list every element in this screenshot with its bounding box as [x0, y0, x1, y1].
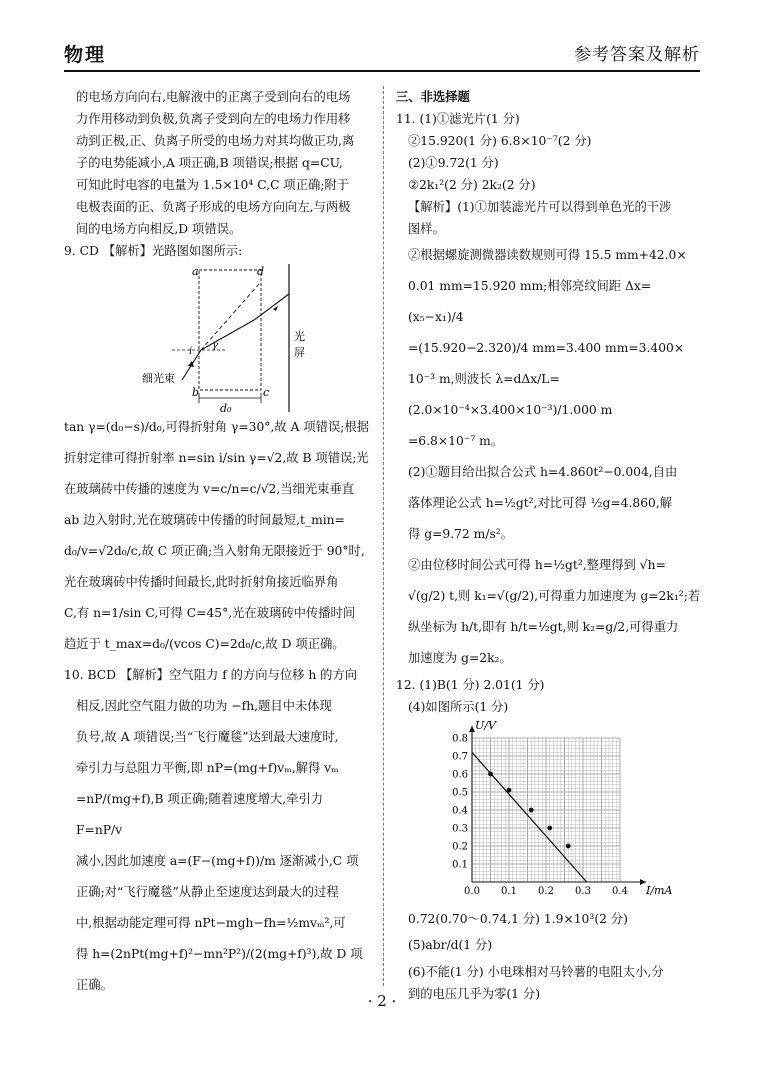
right-line: (6)不能(1 分) 小电珠相对马铃薯的电阻太小,分: [408, 965, 664, 979]
right-line: 【解析】(1)①加装滤光片可以得到单色光的干涉: [408, 200, 672, 214]
label-a: a: [192, 265, 199, 278]
label-screen-2: 屏: [294, 346, 305, 359]
left-line: 减小,因此加速度 a=(F−(mg+f))/m 逐渐减小,C 项: [76, 854, 359, 868]
right-line: 图样。: [408, 222, 445, 236]
data-point: [507, 788, 512, 793]
right-line: 0.01 mm=15.920 mm;相邻亮纹间距 Δx=(x₅−x₁)/4: [408, 279, 652, 324]
right-line: 加速度为 g=2k₂。: [408, 651, 512, 665]
left-column: [64, 86, 370, 1001]
optics-diagram: [64, 262, 370, 412]
left-line: ab 边入射时,光在玻璃砖中传播的时间最短,t_min=: [64, 513, 345, 527]
page-header: [64, 28, 700, 72]
left-line: 相反,因此空气阻力做的功为 −fh,题目中未体现: [76, 699, 332, 713]
label-screen-1: 光: [294, 330, 305, 343]
page-number: · 2 ·: [367, 992, 397, 1010]
right-line: 落体理论公式 h=½gt²,对比可得 ½g=4.860,解: [408, 496, 673, 510]
ui-graph: [396, 718, 706, 908]
q12-heading: 12. (1)B(1 分) 2.01(1 分): [396, 678, 545, 692]
left-line: 牵引力与总阻力平衡,即 nP=(mg+f)vₘ,解得 vₘ: [76, 761, 339, 775]
right-line: √(g/2) t,则 k₁=√(g/2),可得重力加速度为 g=2k₁²;若: [408, 589, 701, 603]
right-line: 得 g=9.72 m/s²。: [408, 527, 514, 541]
label-d0: d₀: [220, 402, 232, 412]
left-line: C,有 n=1/sin C,可得 C=45°,光在玻璃砖中传播时间: [64, 606, 356, 620]
left-line: 力作用移动到负极,负离子受到向左的电场力作用移: [76, 112, 351, 126]
left-line: =nP/(mg+f),B 项正确;随着速度增大,牵引力 F=nP/v: [76, 792, 324, 837]
y-tick-label: 0.4: [452, 805, 468, 817]
column-separator: [383, 86, 384, 986]
left-line: 趋近于 t_max=d₀/(vcos C)=2d₀/c,故 D 项正确。: [64, 637, 345, 651]
left-line: 的电场方向向右,电解液中的正离子受到向右的电场: [76, 90, 351, 104]
left-line: 动到正极,正、负离子所受的电场力对其均做正功,离: [76, 134, 355, 148]
q11-heading: 11. (1)①滤光片(1 分): [396, 112, 520, 126]
right-line: 10⁻³ m,则波长 λ=dΔx/L=(2.0×10⁻⁴×3.400×10⁻³)/1.000 m: [408, 372, 613, 417]
label-b: b: [192, 386, 200, 399]
right-line: (2)①9.72(1 分): [408, 156, 499, 170]
left-line: 可知此时电容的电量为 1.5×10⁴ C,C 项正确;附于: [76, 178, 350, 192]
right-line: (5)abr/d(1 分): [408, 938, 493, 952]
right-line: ②由位移时间公式可得 h=½gt²,整理得到 √h=: [408, 558, 666, 572]
x-tick-label: 0.3: [575, 886, 591, 897]
x-tick-label: 0.2: [538, 886, 554, 897]
left-line: 子的电势能减小,A 项正确,B 项错误;根据 q=CU,: [76, 156, 343, 170]
data-point: [566, 844, 571, 849]
y-axis-label: U/V: [475, 719, 496, 732]
section-title: 参考答案及解析: [574, 45, 700, 65]
x-tick-label: 0.4: [612, 886, 628, 897]
subject-label: 物理: [64, 44, 107, 66]
y-tick-label: 0.2: [452, 841, 468, 853]
y-tick-label: 0.1: [452, 859, 468, 871]
right-line: 到的电压几乎为零(1 分): [408, 987, 540, 1001]
q9-heading: 9. CD 【解析】光路图如图所示:: [64, 244, 243, 258]
left-line: 在玻璃砖中传播的速度为 v=c/n=c/√2,当细光束垂直: [64, 482, 355, 496]
left-line: tan γ=(d₀−s)/d₀,可得折射角 γ=30°,故 A 项错误;根据: [64, 420, 369, 434]
left-line: 中,根据动能定理可得 nPt−mgh−fh=½mvₘ²,可: [76, 916, 346, 930]
right-line: 0.72(0.70～0.74,1 分) 1.9×10³(2 分): [408, 912, 628, 926]
label-i: i: [189, 346, 193, 357]
label-c: c: [263, 386, 270, 399]
data-point: [547, 826, 552, 831]
left-line: d₀/v=√2d₀/c,故 C 项正确;当入射角无限接近于 90°时,: [64, 544, 365, 558]
y-tick-label: 0.5: [452, 787, 468, 799]
y-tick-label: 0.7: [452, 751, 468, 763]
data-point: [529, 808, 534, 813]
label-beam: 细光束: [142, 372, 175, 385]
left-line: 得 h=(2nPt(mg+f)²−mn²P²)/(2(mg+f)³),故 D 项正确。: [76, 947, 363, 992]
left-line: 正确;对“飞行魔毯”从静止至速度达到最大的过程: [76, 885, 339, 899]
header-rule: [64, 70, 700, 72]
right-line: ②15.920(1 分) 6.8×10⁻⁷(2 分): [408, 134, 592, 148]
left-line: 间的电场方向相反,D 项错误。: [76, 222, 242, 236]
left-line: 电极表面的正、负离子形成的电场方向向左,与两极: [76, 200, 351, 214]
left-line: 负号,故 A 项错误;当“飞行魔毯”达到最大速度时,: [76, 730, 339, 744]
q10-heading: 10. BCD 【解析】空气阻力 f 的方向与位移 h 的方向: [64, 668, 358, 682]
data-point: [488, 772, 493, 777]
right-column: [396, 86, 706, 1005]
right-line: =6.8×10⁻⁷ m。: [408, 434, 504, 448]
y-tick-label: 0.3: [452, 823, 468, 835]
section-heading: 三、非选择题: [396, 89, 470, 104]
x-axis-label: I/mA: [646, 884, 673, 897]
left-line: 折射定律可得折射率 n=sin i/sin γ=√2,故 B 项错误;光: [64, 451, 369, 465]
right-line: ②根据螺旋测微器读数规则可得 15.5 mm+42.0×: [408, 248, 687, 262]
right-line: 纵坐标为 h/t,即有 h/t=½gt,则 k₂=g/2,可得重力: [408, 620, 679, 634]
x-tick-label: 0.0: [464, 886, 480, 897]
label-gamma: γ: [212, 340, 218, 351]
y-tick-label: 0.6: [452, 769, 468, 781]
left-line: 光在玻璃砖中传播时间最长,此时折射角接近临界角: [64, 575, 339, 589]
label-d: d: [257, 265, 265, 278]
y-tick-label: 0.8: [452, 733, 468, 745]
right-line: =(15.920−2.320)/4 mm=3.400 mm=3.400×: [408, 341, 685, 355]
right-line: (4)如图所示(1 分): [408, 700, 509, 714]
right-line: ②2k₁²(2 分) 2k₂(2 分): [408, 178, 536, 192]
x-tick-label: 0.1: [501, 886, 517, 897]
right-line: (2)①题目给出拟合公式 h=4.860t²−0.004,自由: [408, 465, 678, 479]
